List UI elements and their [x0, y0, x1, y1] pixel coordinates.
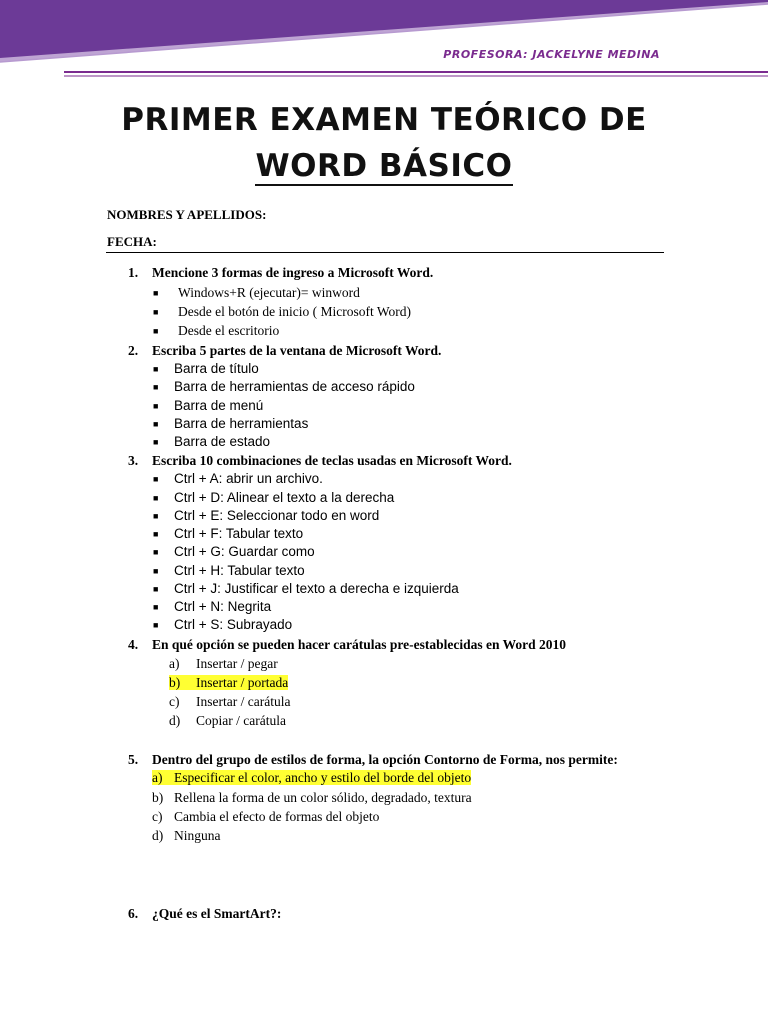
- question-4: 4. En qué opción se pueden hacer carátulas pre-establecidas en Word 2010: [128, 637, 567, 652]
- teacher-name: PROFESORA: JACKELYNE MEDINA: [443, 48, 660, 61]
- question-6: 6. ¿Qué es el SmartArt?:: [128, 906, 282, 921]
- q4-option-a: a) Insertar / pegar: [169, 656, 278, 671]
- header-rule: [106, 252, 664, 253]
- header-banner: [0, 0, 768, 80]
- q4-option-c: c) Insertar / carátula: [169, 694, 291, 709]
- question-5: 5. Dentro del grupo de estilos de forma, la opción Contorno de Forma, nos permite:: [128, 752, 618, 767]
- q5-option-c: c) Cambia el efecto de formas del objeto: [152, 809, 380, 824]
- q4-option-b: b) Insertar / portada: [169, 675, 289, 690]
- q4-option-d: d) Copiar / carátula: [169, 713, 286, 728]
- exam-title-line-1: PRIMER EXAMEN TEÓRICO DE: [121, 102, 647, 138]
- question-3: 3. Escriba 10 combinaciones de teclas usadas en Microsoft Word.: [128, 453, 512, 468]
- q5-option-a: a) Especificar el color, ancho y estilo del borde del objeto: [152, 770, 472, 785]
- date-field-label: FECHA:: [107, 234, 157, 249]
- q5-option-b: b) Rellena la forma de un color sólido, degradado, textura: [152, 790, 472, 805]
- question-2: 2. Escriba 5 partes de la ventana de Microsoft Word.: [128, 343, 442, 358]
- names-field-label: NOMBRES Y APELLIDOS:: [107, 207, 267, 222]
- q5-option-d: d) Ninguna: [152, 828, 221, 843]
- exam-title-line-2: WORD BÁSICO: [255, 148, 513, 184]
- question-1: 1. Mencione 3 formas de ingreso a Microsoft Word.: [128, 265, 434, 280]
